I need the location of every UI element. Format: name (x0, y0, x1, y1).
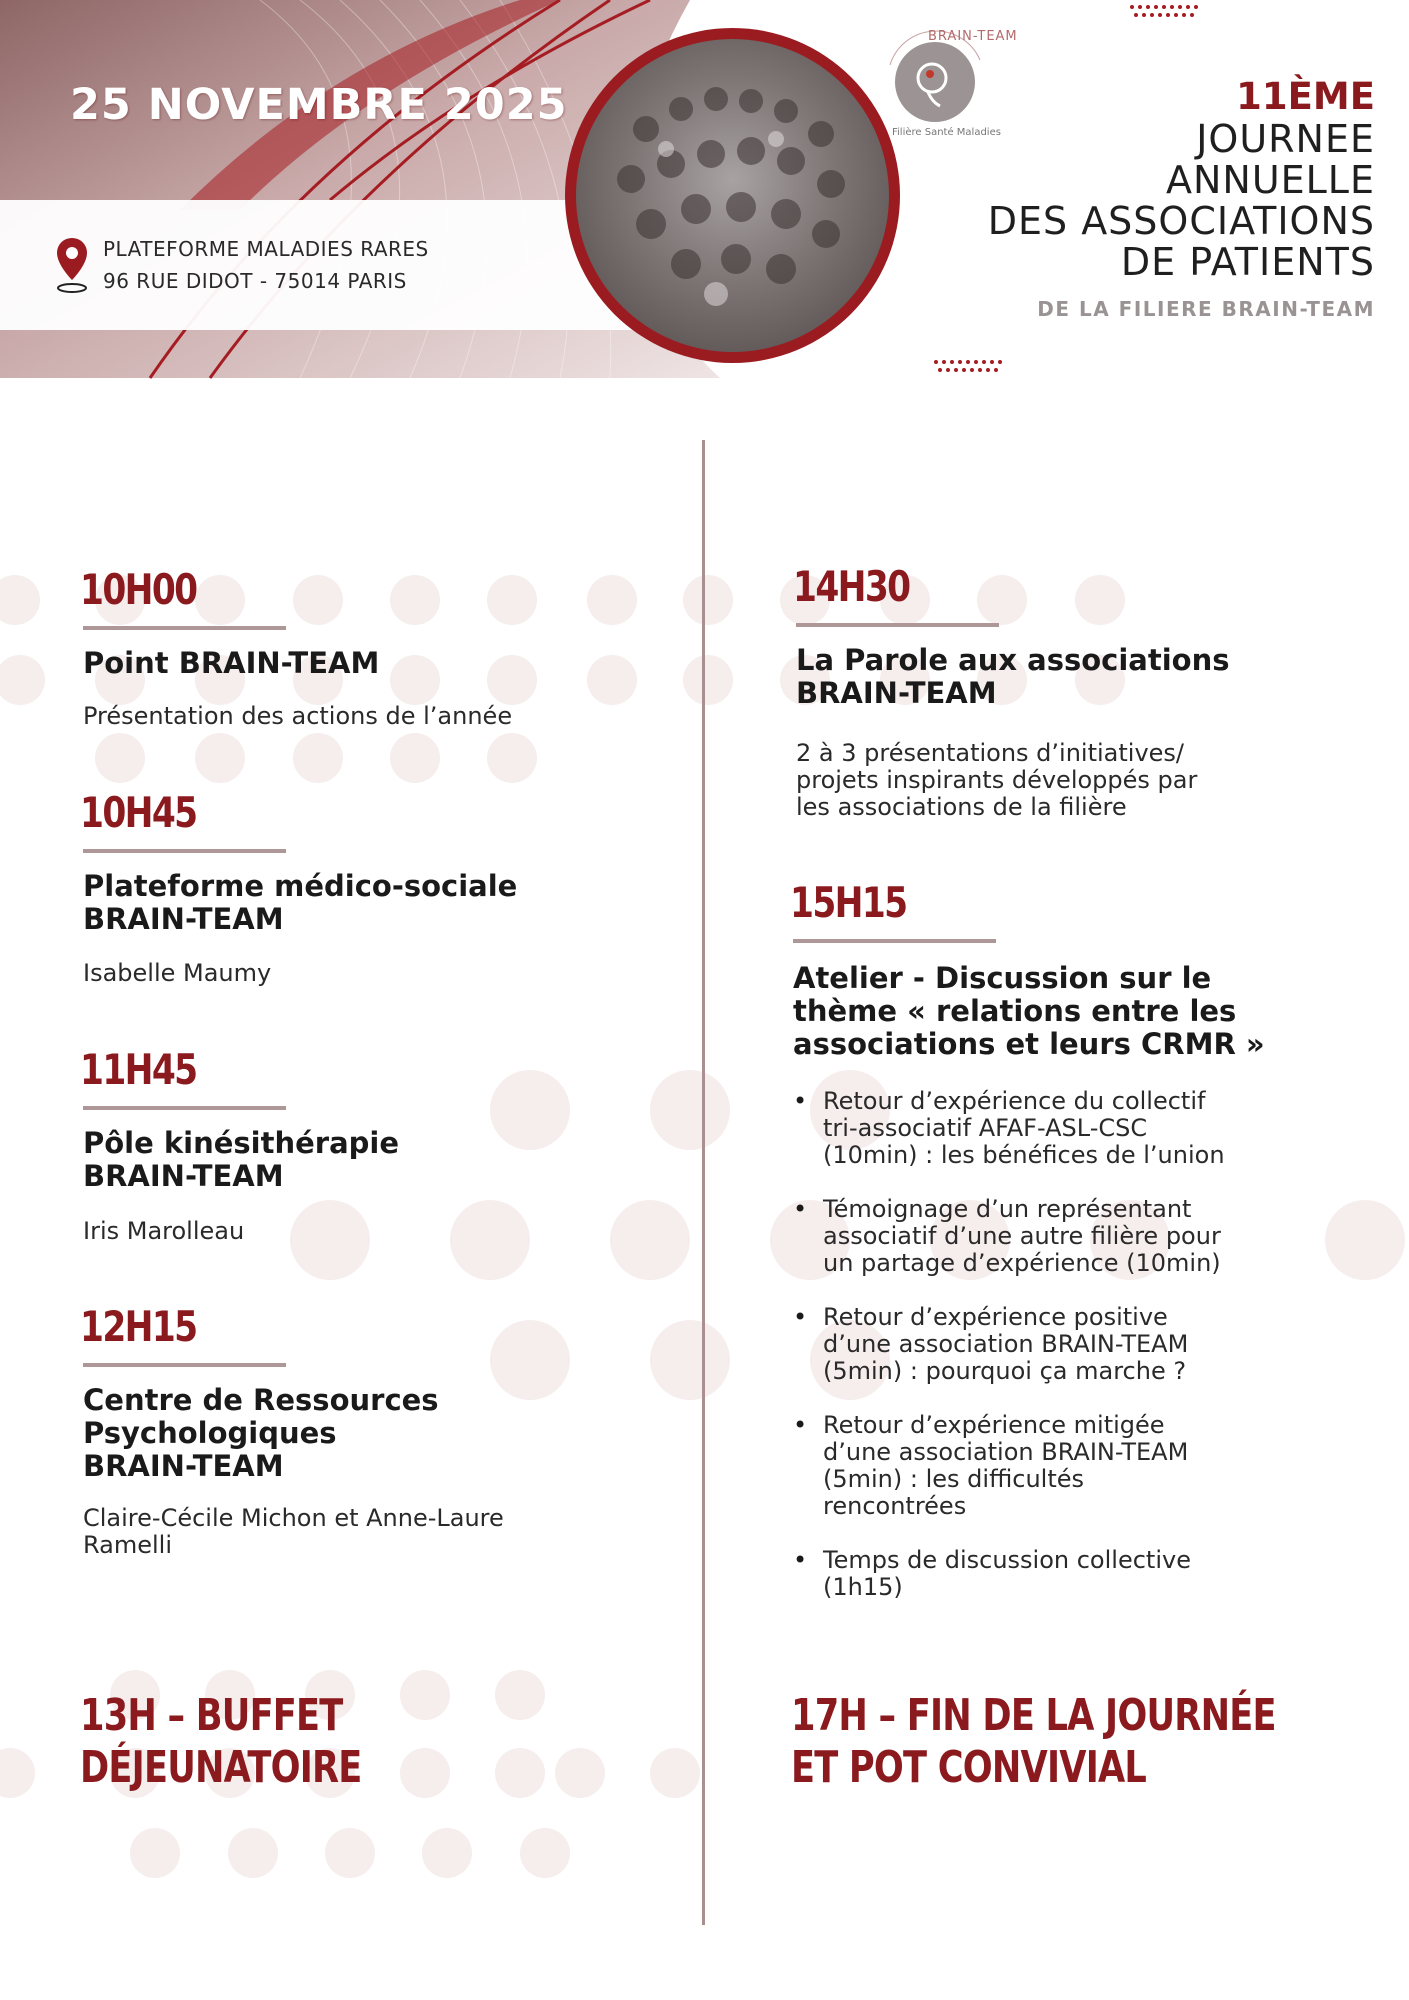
background-dot (650, 1070, 730, 1150)
background-dot (0, 1748, 35, 1798)
item-title (793, 962, 1265, 1061)
group-photo-image (576, 39, 889, 352)
item-description: Présentation des actions de l’année (83, 702, 513, 730)
background-dot (487, 655, 537, 705)
background-dot (293, 575, 343, 625)
time-rule (83, 1363, 286, 1367)
brain-team-logo (870, 20, 1018, 150)
background-dot (487, 575, 537, 625)
item-description (83, 1505, 504, 1559)
bullet-line: • Retour d’expérience mitigée (823, 1411, 1165, 1439)
time-15h15: 15H15 (790, 878, 907, 927)
decorative-dots-middle (932, 358, 1012, 378)
title-line: JOURNEE (1196, 117, 1375, 161)
bullet-line: • Temps de discussion collective (823, 1546, 1191, 1574)
location-venue: PLATEFORME MALADIES RARES (103, 237, 429, 261)
bullet-line: rencontrées (823, 1492, 967, 1520)
time-rule (83, 849, 286, 853)
item-title-line: La Parole aux associations (796, 643, 1230, 677)
item-title-line: Plateforme médico-sociale (83, 869, 518, 903)
item-title-line: BRAIN-TEAM (83, 1159, 284, 1193)
background-dot (487, 733, 537, 783)
background-dot (610, 1200, 690, 1280)
background-dot (95, 733, 145, 783)
background-dot (683, 575, 733, 625)
item-description: Isabelle Maumy (83, 959, 272, 987)
svg-text:BRAIN-TEAM: BRAIN-TEAM (928, 29, 1018, 44)
event-subtitle: DE LA FILIERE BRAIN-TEAM (1037, 297, 1375, 321)
time-14h30: 14H30 (793, 562, 910, 611)
decorative-dots-top (1128, 3, 1208, 23)
item-description: Iris Marolleau (83, 1217, 245, 1245)
item-description-line: projets inspirants développés par (796, 766, 1198, 794)
bullet-line: (1h15) (823, 1573, 903, 1601)
time-rule (83, 626, 286, 630)
background-dot (390, 655, 440, 705)
background-dot (390, 733, 440, 783)
bullet-line: • Témoignage d’un représentant (823, 1195, 1192, 1223)
background-dot (977, 575, 1027, 625)
background-dot (400, 1748, 450, 1798)
time-rule (796, 623, 999, 627)
item-title-line: Centre de Ressources (83, 1383, 439, 1417)
item-description-line: 2 à 3 présentations d’initiatives/ (796, 739, 1185, 767)
bullet-item (793, 1547, 1298, 1601)
closing-line: 17H – FIN DE LA JOURNÉE (791, 1690, 1276, 1741)
time-10h00: 10H00 (80, 565, 197, 614)
closing-label (791, 1690, 1276, 1794)
background-dot (195, 733, 245, 783)
item-title-line: associations et leurs CRMR » (793, 1027, 1265, 1061)
background-dot (555, 1748, 605, 1798)
background-dot (290, 1200, 370, 1280)
column-divider (702, 440, 705, 1925)
item-title (83, 1127, 399, 1193)
background-dot (0, 655, 45, 705)
item-description-line: Claire-Cécile Michon et Anne-Laure (83, 1504, 504, 1532)
bullet-line: un partage d’expérience (10min) (823, 1249, 1221, 1277)
background-dot (130, 1828, 180, 1878)
closing-line: ET POT CONVIVIAL (791, 1742, 1147, 1793)
background-dot (228, 1828, 278, 1878)
edition-number: 11ÈME (1236, 75, 1375, 118)
time-10h45: 10H45 (80, 788, 197, 837)
background-dot (1325, 1200, 1405, 1280)
background-dot (0, 575, 40, 625)
item-title-line: Pôle kinésithérapie (83, 1126, 400, 1160)
bullet-item (793, 1196, 1298, 1277)
bullet-line: (10min) : les bénéfices de l’union (823, 1141, 1225, 1169)
title-line: ANNUELLE (1165, 158, 1375, 202)
bullet-line: d’une association BRAIN-TEAM (823, 1438, 1189, 1466)
time-rule (793, 939, 996, 943)
bullet-item (793, 1304, 1298, 1385)
lunch-break-line: 13H – BUFFET (80, 1690, 343, 1741)
lunch-break-line: DÉJEUNATOIRE (80, 1742, 362, 1793)
background-dot (520, 1828, 570, 1878)
item-title-line: BRAIN-TEAM (796, 676, 997, 710)
item-description-line: Ramelli (83, 1531, 173, 1559)
background-dot (450, 1200, 530, 1280)
item-title-line: thème « relations entre les (793, 994, 1237, 1028)
background-dot (495, 1670, 545, 1720)
background-dot (293, 733, 343, 783)
time-11h45: 11H45 (80, 1045, 197, 1094)
bullet-line: tri-associatif AFAF-ASL-CSC (823, 1114, 1148, 1142)
time-12h15: 12H15 (80, 1302, 197, 1351)
background-dot (422, 1828, 472, 1878)
item-title-line: BRAIN-TEAM (83, 1449, 284, 1483)
background-dot (683, 655, 733, 705)
item-description (796, 740, 1268, 821)
time-rule (83, 1106, 286, 1110)
background-dot (400, 1670, 450, 1720)
background-dot (495, 1748, 545, 1798)
background-dot (490, 1070, 570, 1150)
event-title-block (988, 75, 1375, 321)
location-pin-icon (55, 236, 89, 298)
background-dot (325, 1828, 375, 1878)
bullet-line: • Retour d’expérience positive (823, 1303, 1168, 1331)
item-title (83, 870, 517, 936)
background-dot (587, 575, 637, 625)
item-description-line: les associations de la filière (796, 793, 1127, 821)
background-dot (587, 655, 637, 705)
title-line: DE PATIENTS (1120, 240, 1375, 284)
event-date: 25 NOVEMBRE 2025 (70, 80, 568, 130)
item-title-line: Psychologiques (83, 1416, 337, 1450)
workshop-bullet-list (793, 1088, 1298, 1628)
bullet-item (793, 1412, 1298, 1520)
svg-text:Filière Santé Maladies: Filière Santé Maladies (892, 127, 1001, 138)
background-dot (390, 575, 440, 625)
bullet-line: d’une association BRAIN-TEAM (823, 1330, 1189, 1358)
title-line: DES ASSOCIATIONS (987, 199, 1375, 243)
item-title-line: BRAIN-TEAM (83, 902, 284, 936)
background-dot (195, 575, 245, 625)
lunch-break-label (80, 1690, 362, 1794)
item-title: Point BRAIN-TEAM (83, 646, 380, 680)
item-title (796, 644, 1230, 710)
background-dot (650, 1320, 730, 1400)
background-dot (490, 1320, 570, 1400)
location-band (0, 200, 640, 330)
bullet-line: • Retour d’expérience du collectif (823, 1087, 1206, 1115)
item-title (83, 1384, 439, 1483)
item-title-line: Atelier - Discussion sur le (793, 961, 1212, 995)
location-address: 96 RUE DIDOT - 75014 PARIS (103, 269, 407, 293)
bullet-item (793, 1088, 1298, 1169)
background-dot (1075, 575, 1125, 625)
bullet-line: (5min) : les difficultés (823, 1465, 1085, 1493)
bullet-line: (5min) : pourquoi ça marche ? (823, 1357, 1187, 1385)
bullet-line: associatif d’une autre filière pour (823, 1222, 1221, 1250)
background-dot (650, 1748, 700, 1798)
group-photo (565, 28, 900, 363)
